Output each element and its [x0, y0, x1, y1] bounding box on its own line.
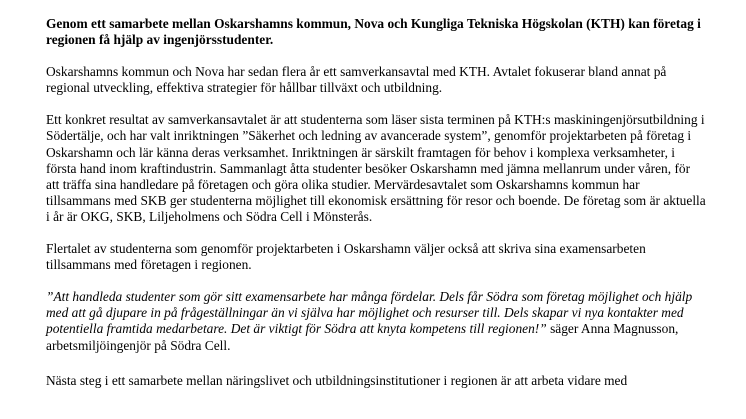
lead-paragraph: Genom ett samarbete mellan Oskarshamns kommun, Nova och Kungliga Tekniska Högskolan (KTH) kan företag i regionen få hjälp av ingenjörsstudenter. — [46, 16, 701, 48]
cut-off-line-text: Nästa steg i ett samarbete mellan näringslivet och utbildningsinstitutioner i regionen är att arbeta vidare med — [46, 372, 628, 388]
quote-attribution: säger Anna Magnusson, arbetsmiljöingenjör på Södra Cell. — [46, 321, 679, 353]
paragraph-agreement: Oskarshamns kommun och Nova har sedan flera år ett samverkansavtal med KTH. Avtalet fokuserar bland annat på regional utveckling, effektiva strategier för hållbar tillväxt och utbildning. — [46, 64, 667, 96]
quote-text: ”Att handleda studenter som gör sitt examensarbete har många fördelar. Dels får Södra som företag möjlighet och hjälp med att gå djupare in på frågeställningar än vi själva har möjlighet och resurser till. Dels skapar vi nya kontakter med potentiella framtida medarbetare. Det är viktigt för Södra att knyta kompetens till regionen!” — [46, 289, 693, 337]
paragraph-projects: Ett konkret resultat av samverkansavtalet är att studenterna som läser sista terminen på KTH:s maskiningenjörsutbildning i Södertälje, och har valt inriktningen ”Säkerhet och ledning av avancerade system”, genomför projektarbeten på företag i Oskarshamn och lär känna deras verksamhet. Inriktningen är särskilt framtagen för behov i komplexa verksamheter, i första hand inom kraftindustrin. Sammanlagt åtta studenter besöker Oskarshamn med jämna mellanrum under våren, för att träffa sina handledare på företagen och göra olika studier. Mervärdesavtalet som Oskarshamns kommun har tillsammans med SKB ger studenterna möjlighet till ekonomisk ersättning för resor och boende. De företag som är aktuella i år är OKG, SKB, Liljeholmens och Södra Cell i Mönsterås. — [46, 112, 706, 224]
quote-paragraph — [46, 289, 706, 353]
document-page — [46, 16, 706, 388]
paragraph-thesis: Flertalet av studenterna som genomför projektarbeten i Oskarshamn väljer också att skriva sina examensarbeten tillsammans med företagen i regionen. — [46, 241, 646, 273]
cut-off-line — [46, 370, 706, 388]
